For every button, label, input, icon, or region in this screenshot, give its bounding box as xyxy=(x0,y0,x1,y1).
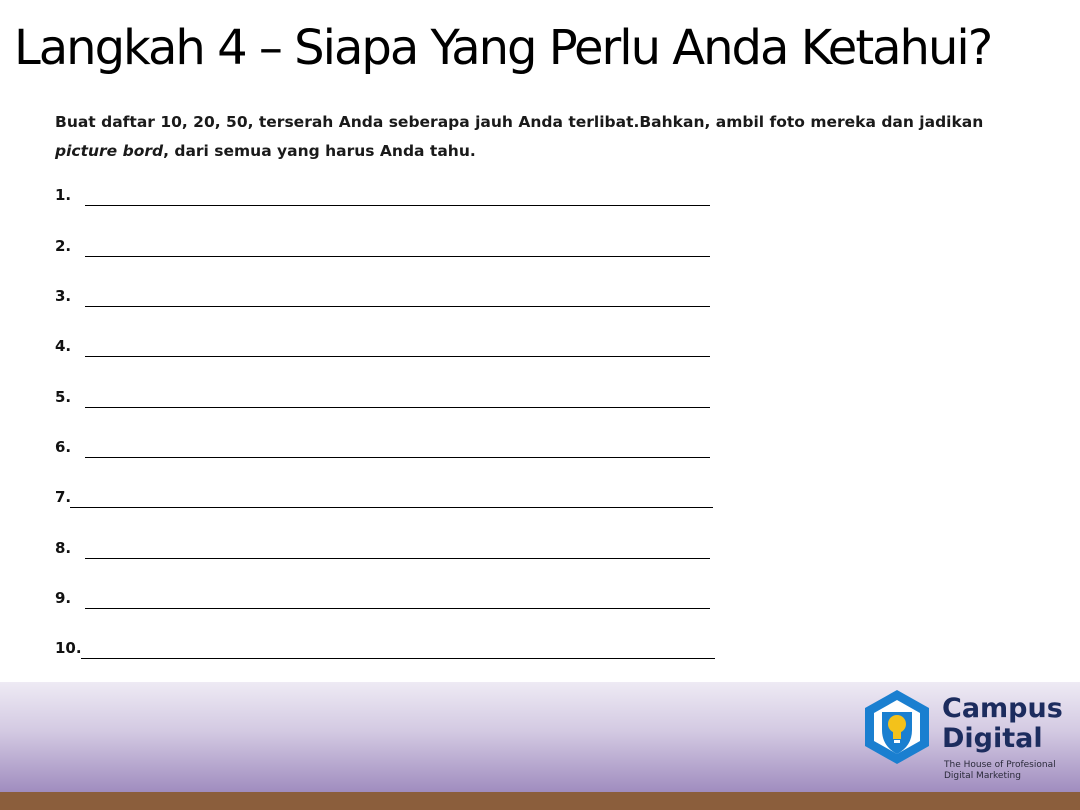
list-item-6 xyxy=(55,438,715,460)
list-number: 4. xyxy=(55,337,72,355)
logo-wordmark xyxy=(942,694,1063,754)
blank-line xyxy=(85,256,710,257)
list-number: 10. xyxy=(55,639,82,657)
list-number: 7. xyxy=(55,488,72,506)
intro-paragraph xyxy=(55,108,1045,166)
list-item-5 xyxy=(55,388,715,410)
logo-tagline xyxy=(944,760,1056,782)
list-item-3 xyxy=(55,287,715,309)
blank-line xyxy=(85,558,710,559)
blank-line xyxy=(85,457,710,458)
intro-text-part1: Buat daftar 10, 20, 50, terserah Anda seberapa jauh Anda terlibat.Bahkan, ambil foto mereka dan jadikan xyxy=(55,113,984,131)
list-item-7 xyxy=(55,488,715,510)
list-item-2 xyxy=(55,237,715,259)
blank-line xyxy=(85,205,710,206)
blank-line xyxy=(81,658,715,659)
blank-line xyxy=(85,407,710,408)
blank-line xyxy=(85,306,710,307)
blank-line xyxy=(85,608,710,609)
intro-text-italic: picture bord xyxy=(55,142,164,160)
blank-line xyxy=(70,507,713,508)
logo-name-line1: Campus xyxy=(942,693,1063,724)
list-number: 5. xyxy=(55,388,72,406)
list-item-8 xyxy=(55,539,715,561)
slide-title: Langkah 4 – Siapa Yang Perlu Anda Ketahui? xyxy=(14,20,992,76)
list-number: 6. xyxy=(55,438,72,456)
list-item-9 xyxy=(55,589,715,611)
list-number: 8. xyxy=(55,539,72,557)
logo-name-line2: Digital xyxy=(942,723,1043,754)
intro-text-part2: , dari semua yang harus Anda tahu. xyxy=(163,142,476,160)
list-number: 9. xyxy=(55,589,72,607)
logo-tagline-line1: The House of Profesional xyxy=(944,760,1056,770)
list-number: 2. xyxy=(55,237,72,255)
logo-tagline-line2: Digital Marketing xyxy=(944,771,1021,781)
list-item-1 xyxy=(55,186,715,208)
list-number: 1. xyxy=(55,186,72,204)
list-item-10 xyxy=(55,639,720,661)
list-item-4 xyxy=(55,337,715,359)
blank-line xyxy=(85,356,710,357)
list-number: 3. xyxy=(55,287,72,305)
footer-bar xyxy=(0,792,1080,810)
campus-digital-logo-icon xyxy=(862,688,932,766)
